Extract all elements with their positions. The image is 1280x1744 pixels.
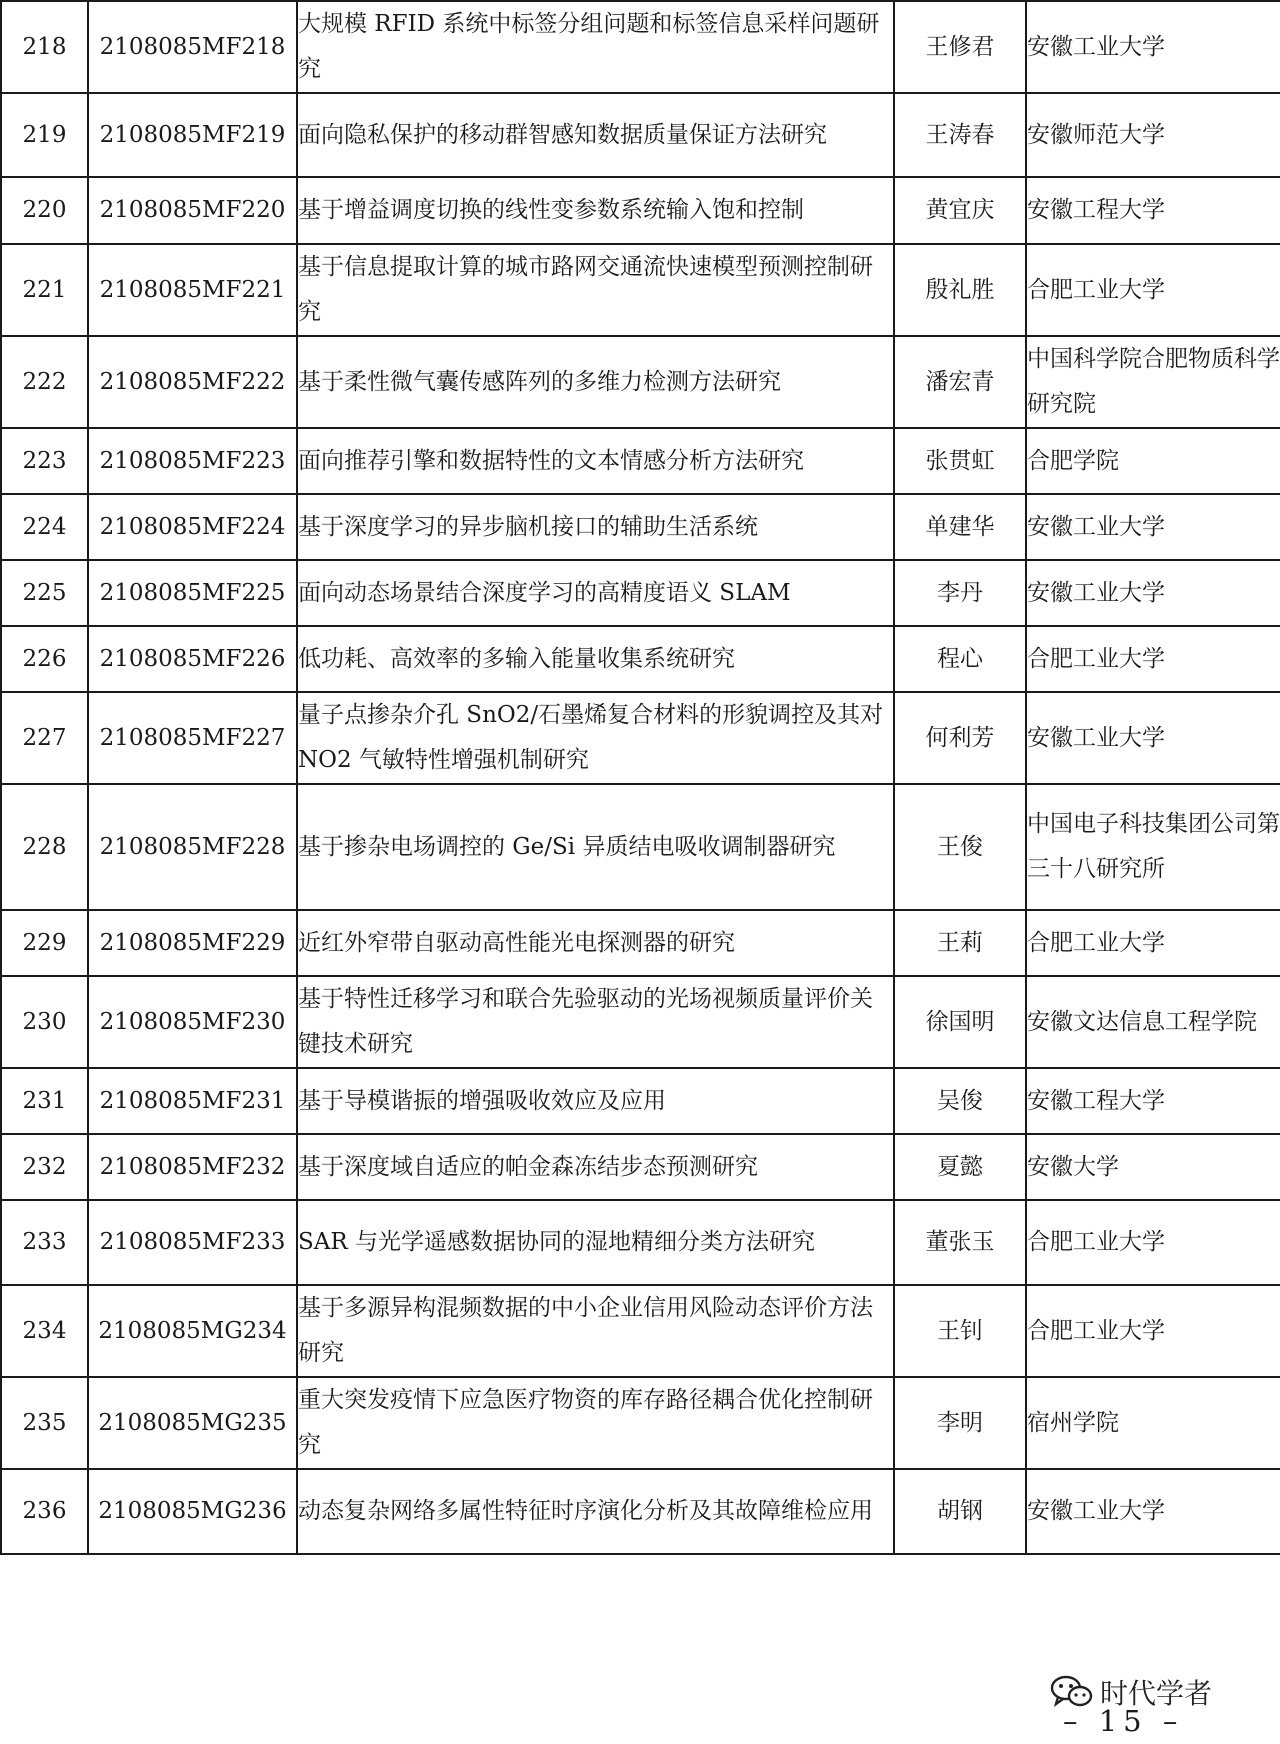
cell-organization: 安徽工业大学 <box>1026 560 1280 626</box>
cell-organization: 安徽工业大学 <box>1026 1469 1280 1554</box>
cell-project-title: 量子点掺杂介孔 SnO2/石墨烯复合材料的形貌调控及其对 NO2 气敏特性增强机制研究 <box>297 692 894 784</box>
table-row <box>1 976 1280 1068</box>
cell-number: 218 <box>1 1 88 93</box>
cell-organization: 中国科学院合肥物质科学研究院 <box>1026 336 1280 428</box>
cell-organization: 安徽工程大学 <box>1026 177 1280 244</box>
table-row <box>1 1134 1280 1200</box>
cell-number: 235 <box>1 1377 88 1469</box>
cell-number: 231 <box>1 1068 88 1134</box>
cell-project-title: 基于深度域自适应的帕金森冻结步态预测研究 <box>297 1134 894 1200</box>
cell-project-title: 基于信息提取计算的城市路网交通流快速模型预测控制研究 <box>297 244 894 336</box>
cell-organization: 安徽师范大学 <box>1026 93 1280 177</box>
cell-person-name: 李明 <box>894 1377 1026 1469</box>
cell-project-title: 基于掺杂电场调控的 Ge/Si 异质结电吸收调制器研究 <box>297 784 894 910</box>
cell-number: 233 <box>1 1200 88 1285</box>
cell-number: 227 <box>1 692 88 784</box>
cell-project-code: 2108085MF219 <box>88 93 297 177</box>
cell-project-code: 2108085MF231 <box>88 1068 297 1134</box>
cell-person-name: 王修君 <box>894 1 1026 93</box>
cell-person-name: 吴俊 <box>894 1068 1026 1134</box>
page-number: – 15 – <box>1063 1704 1184 1738</box>
cell-person-name: 潘宏青 <box>894 336 1026 428</box>
cell-number: 226 <box>1 626 88 692</box>
cell-organization: 合肥工业大学 <box>1026 626 1280 692</box>
table-row <box>1 1285 1280 1377</box>
cell-person-name: 程心 <box>894 626 1026 692</box>
cell-project-title: 近红外窄带自驱动高性能光电探测器的研究 <box>297 910 894 976</box>
cell-project-code: 2108085MF218 <box>88 1 297 93</box>
cell-project-code: 2108085MF229 <box>88 910 297 976</box>
cell-project-title: 重大突发疫情下应急医疗物资的库存路径耦合优化控制研究 <box>297 1377 894 1469</box>
cell-person-name: 王俊 <box>894 784 1026 910</box>
table-row <box>1 244 1280 336</box>
cell-number: 232 <box>1 1134 88 1200</box>
cell-organization: 中国电子科技集团公司第三十八研究所 <box>1026 784 1280 910</box>
cell-project-code: 2108085MG234 <box>88 1285 297 1377</box>
cell-number: 234 <box>1 1285 88 1377</box>
cell-person-name: 夏懿 <box>894 1134 1026 1200</box>
cell-organization: 合肥工业大学 <box>1026 244 1280 336</box>
cell-project-code: 2108085MF233 <box>88 1200 297 1285</box>
cell-person-name: 王钊 <box>894 1285 1026 1377</box>
cell-number: 225 <box>1 560 88 626</box>
cell-project-code: 2108085MF228 <box>88 784 297 910</box>
table-row <box>1 626 1280 692</box>
cell-organization: 宿州学院 <box>1026 1377 1280 1469</box>
cell-project-title: 大规模 RFID 系统中标签分组问题和标签信息采样问题研究 <box>297 1 894 93</box>
watermark-text: 时代学者 <box>1100 1677 1213 1710</box>
table-row <box>1 910 1280 976</box>
cell-project-title: 面向推荐引擎和数据特性的文本情感分析方法研究 <box>297 428 894 494</box>
cell-organization: 安徽工业大学 <box>1026 1 1280 93</box>
cell-project-title: 面向隐私保护的移动群智感知数据质量保证方法研究 <box>297 93 894 177</box>
cell-project-title: 动态复杂网络多属性特征时序演化分析及其故障维检应用 <box>297 1469 894 1554</box>
cell-organization: 合肥工业大学 <box>1026 910 1280 976</box>
cell-person-name: 殷礼胜 <box>894 244 1026 336</box>
table-row <box>1 1377 1280 1469</box>
cell-project-title: 低功耗、高效率的多输入能量收集系统研究 <box>297 626 894 692</box>
cell-number: 223 <box>1 428 88 494</box>
cell-person-name: 徐国明 <box>894 976 1026 1068</box>
cell-organization: 安徽工业大学 <box>1026 494 1280 560</box>
cell-project-code: 2108085MF227 <box>88 692 297 784</box>
cell-person-name: 黄宜庆 <box>894 177 1026 244</box>
cell-person-name: 单建华 <box>894 494 1026 560</box>
cell-project-code: 2108085MG236 <box>88 1469 297 1554</box>
cell-project-code: 2108085MF226 <box>88 626 297 692</box>
cell-project-title: 基于柔性微气囊传感阵列的多维力检测方法研究 <box>297 336 894 428</box>
cell-number: 230 <box>1 976 88 1068</box>
table-row <box>1 336 1280 428</box>
cell-organization: 合肥学院 <box>1026 428 1280 494</box>
cell-person-name: 王涛春 <box>894 93 1026 177</box>
cell-project-title: 基于深度学习的异步脑机接口的辅助生活系统 <box>297 494 894 560</box>
cell-organization: 安徽工程大学 <box>1026 1068 1280 1134</box>
cell-number: 228 <box>1 784 88 910</box>
table-row <box>1 1 1280 93</box>
cell-organization: 安徽工业大学 <box>1026 692 1280 784</box>
cell-organization: 安徽大学 <box>1026 1134 1280 1200</box>
cell-project-title: 基于特性迁移学习和联合先验驱动的光场视频质量评价关键技术研究 <box>297 976 894 1068</box>
cell-project-title: 面向动态场景结合深度学习的高精度语义 SLAM <box>297 560 894 626</box>
table-row <box>1 1068 1280 1134</box>
cell-number: 221 <box>1 244 88 336</box>
table-row <box>1 177 1280 244</box>
cell-number: 220 <box>1 177 88 244</box>
cell-project-code: 2108085MF222 <box>88 336 297 428</box>
cell-project-title: 基于增益调度切换的线性变参数系统输入饱和控制 <box>297 177 894 244</box>
cell-number: 236 <box>1 1469 88 1554</box>
project-table-body <box>1 1 1280 1554</box>
cell-project-code: 2108085MF221 <box>88 244 297 336</box>
table-row <box>1 784 1280 910</box>
cell-project-code: 2108085MG235 <box>88 1377 297 1469</box>
table-row <box>1 692 1280 784</box>
table-row <box>1 1200 1280 1285</box>
table-row <box>1 93 1280 177</box>
table-row <box>1 494 1280 560</box>
cell-organization: 合肥工业大学 <box>1026 1200 1280 1285</box>
cell-person-name: 胡钢 <box>894 1469 1026 1554</box>
cell-project-code: 2108085MF220 <box>88 177 297 244</box>
cell-project-title: 基于多源异构混频数据的中小企业信用风险动态评价方法研究 <box>297 1285 894 1377</box>
cell-number: 222 <box>1 336 88 428</box>
cell-number: 224 <box>1 494 88 560</box>
cell-person-name: 何利芳 <box>894 692 1026 784</box>
cell-number: 229 <box>1 910 88 976</box>
cell-project-title: SAR 与光学遥感数据协同的湿地精细分类方法研究 <box>297 1200 894 1285</box>
cell-person-name: 董张玉 <box>894 1200 1026 1285</box>
table-row <box>1 428 1280 494</box>
cell-organization: 合肥工业大学 <box>1026 1285 1280 1377</box>
cell-project-code: 2108085MF232 <box>88 1134 297 1200</box>
table-row <box>1 1469 1280 1554</box>
cell-number: 219 <box>1 93 88 177</box>
table-row <box>1 560 1280 626</box>
cell-project-code: 2108085MF223 <box>88 428 297 494</box>
cell-person-name: 王莉 <box>894 910 1026 976</box>
cell-project-code: 2108085MF225 <box>88 560 297 626</box>
cell-person-name: 李丹 <box>894 560 1026 626</box>
cell-organization: 安徽文达信息工程学院 <box>1026 976 1280 1068</box>
cell-project-code: 2108085MF224 <box>88 494 297 560</box>
cell-project-code: 2108085MF230 <box>88 976 297 1068</box>
cell-project-title: 基于导模谐振的增强吸收效应及应用 <box>297 1068 894 1134</box>
cell-person-name: 张贯虹 <box>894 428 1026 494</box>
